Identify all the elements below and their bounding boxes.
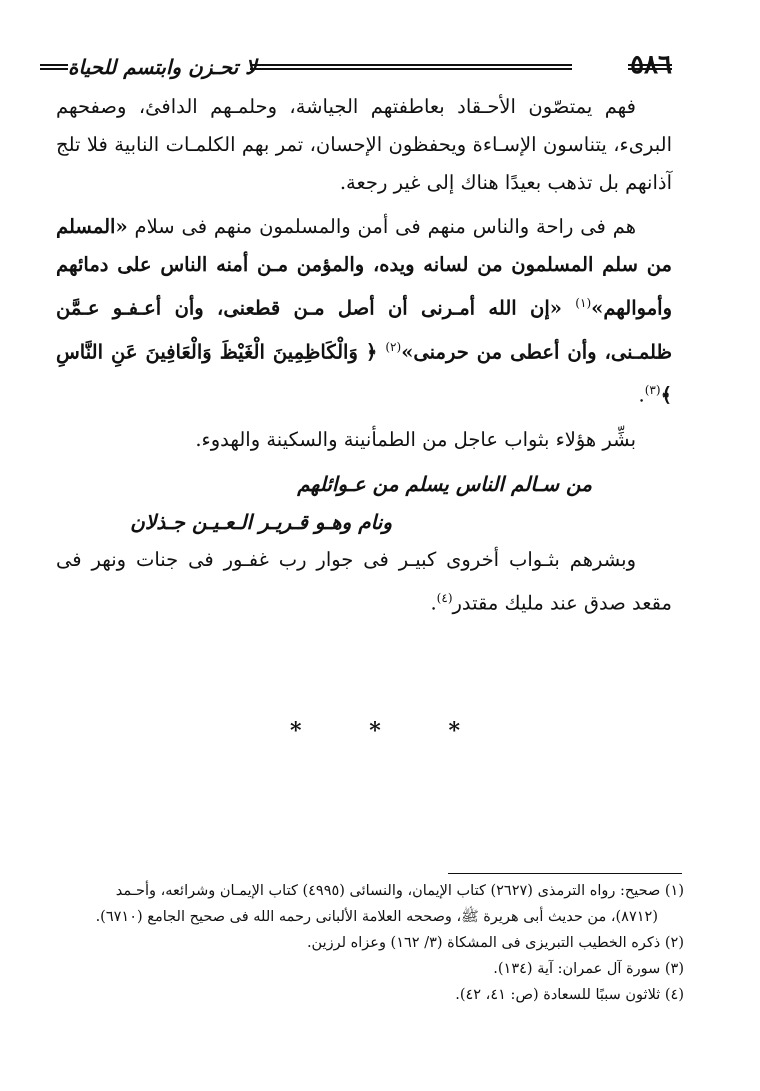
footnote-ref-3: (٣)	[644, 383, 661, 397]
page-header	[40, 50, 712, 90]
poem-line-1: من سـالم الناس يسلم من عـوائلهم	[297, 471, 592, 496]
paragraph-4: وبشرهم بثـواب أخروى كبيـر فى جوار رب غفـور فى جنات ونهر فى مقعد صدق عند مليك مقتدر$^{(٤)}$.	[56, 547, 672, 614]
paragraph-4-text: وبشرهم بثـواب أخروى كبيـر فى جوار رب غفـور فى جنات ونهر فى مقعد صدق عند مليك مقتدر	[56, 547, 672, 614]
header-rule-short	[40, 64, 68, 66]
header-rule	[250, 64, 572, 66]
hadith-quote-2: «إن الله أمـرنى أن أصل مـن قطعنى، وأن أعـفـو عـمَّن ظلمـنى، وأن أعطى من حرمنى»	[56, 296, 672, 363]
footnote-rule	[448, 873, 682, 874]
divider-star: *	[290, 718, 302, 744]
footnote-3: (٣) سورة آل عمران: آية (١٣٤).	[493, 961, 684, 977]
quran-verse: ﴿ وَالْكَاظِمِينَ الْغَيْظَ وَالْعَافِينَ عَنِ النَّاسِ ﴾	[56, 340, 672, 407]
footnote-ref-4: (٤)	[436, 590, 453, 605]
paragraph-1: فهم يمتصّون الأحـقاد بعاطفتهم الجياشة، وحلمـهم الدافئ، وصفحهم البرىء، يتناسون الإسـاءة ويحفظون الإحسان، تمر بهم الكلمـات النابية فلا تلج آذانهم بل تذهب بعيدًا هناك إلى غير رجعة.	[56, 95, 672, 194]
page-number: ٥٨٦	[630, 50, 672, 80]
running-title: لا تحـزن وابتسم للحياة	[68, 55, 257, 79]
section-divider	[290, 718, 460, 744]
paragraph-3: بشِّر هؤلاء بثواب عاجل من الطمأنينة والسكينة والهدوء.	[195, 427, 636, 451]
footnote-2: (٢) ذكره الخطيب التبريزى فى المشكاة (٣/ ١٦٢) وعزاه لرزين.	[306, 935, 684, 951]
hadith-quote-1: «المسلم من سلم المسلمون من لسانه ويده، والمؤمن مـن أمنه الناس على دمائهم وأموالهم»	[56, 215, 672, 320]
header-rule-right	[628, 68, 672, 70]
footnote-ref-2: (٢)	[385, 339, 402, 354]
main-text	[56, 88, 672, 628]
divider-star: *	[369, 718, 381, 744]
footnote-1: (١) صحيح: رواه الترمذى (٢٦٢٧) كتاب الإيمان، والنسائى (٤٩٩٥) كتاب الإيمـان وشرائعه، وأحـمد	[115, 883, 684, 899]
header-rule	[250, 68, 572, 70]
header-rule-short	[40, 68, 68, 70]
paragraph-2: هم فى راحة والناس منهم فى أمن والمسلمون منهم فى سلام «المسلم من سلم المسلمون من لسانه ويده، والمؤمن مـن أمنه الناس على دمائهم وأموالهم»$^{(١)}$ «إن الله أمـرنى أن أصل مـن قطعنى، وأن أعـفـو عـمَّن ظلمـنى، وأن أعطى من حرمنى»$^{(٢)}$ ﴿ وَالْكَاظِمِينَ الْغَيْظَ وَالْعَافِينَ عَنِ النَّاسِ ﴾$^{(٣)}$.	[56, 215, 672, 407]
header-rule-right	[628, 64, 672, 66]
poem-line-2: ونام وهـو قـريـر الـعـيـن جـذلان	[130, 509, 392, 534]
footnote-ref-1: (١)	[575, 296, 592, 310]
footnote-1-continued: (٨٧١٢)، من حديث أبى هريرة ﷺ، وصححه العلامة الألبانى رحمه الله فى صحيح الجامع (٦٧١٠).	[95, 909, 658, 925]
footnote-4: (٤) ثلاثون سببًا للسعادة (ص: ٤١، ٤٢).	[455, 987, 684, 1003]
divider-star: *	[448, 718, 460, 744]
paragraph-2-intro: هم فى راحة والناس منهم فى أمن والمسلمون منهم فى سلام	[127, 215, 636, 238]
footnotes	[64, 878, 684, 1008]
